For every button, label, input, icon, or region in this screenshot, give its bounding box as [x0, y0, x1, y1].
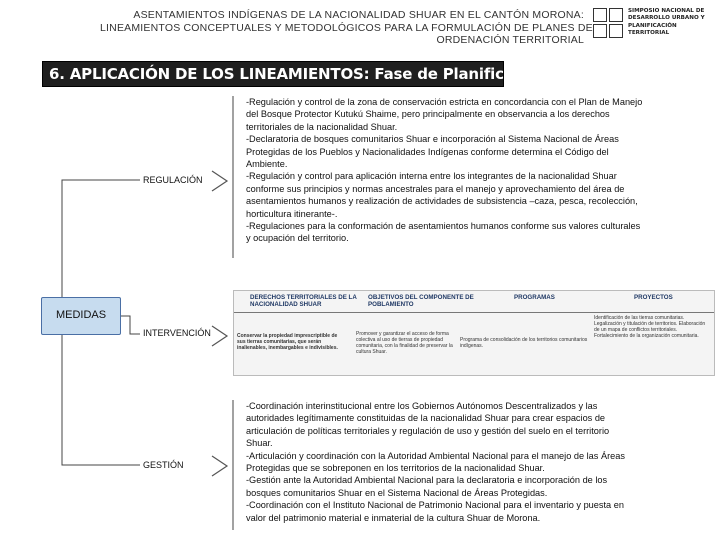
gestion-line: -Gestión ante la Autoridad Ambiental Nacional para la declaratoria e incorporación de los [246, 475, 608, 486]
branch-label-regulacion: REGULACIÓN [143, 175, 203, 185]
regulacion-line: del Bosque Protector Kutukú Shaime, pero principalmente en observancia a los derechos [246, 109, 610, 120]
connector-gestion [62, 335, 140, 465]
chevron-right-icon [212, 171, 227, 191]
gestion-line: valor del patrimonio material e inmaterial de la cultura Shuar de Morona. [246, 512, 541, 523]
header-line-2: LINEAMIENTOS CONCEPTUALES Y METODOLÓGICOS PARA LA FORMULACIÓN DE PLANES DE [100, 21, 593, 34]
logo-text-line-2: DESARROLLO URBANO Y [628, 15, 705, 22]
gestion-line: autoridades legítimamente constituidas de la nacionalidad Shuar para crear espacios de [246, 413, 606, 424]
regulacion-line: y ocupación del territorio. [246, 233, 349, 244]
regulacion-text-block [246, 96, 642, 245]
regulacion-line: -Regulaciones para la conformación de asentamientos humanos conforme sus valores culturales [246, 221, 641, 232]
gestion-text-block [246, 400, 625, 524]
regulacion-line: horticultura itinerante-. [246, 208, 338, 219]
table-header-objetivos: OBJETIVOS DEL COMPONENTE DE POBLAMIENTO [368, 294, 474, 308]
regulacion-line: Ambiente. [246, 159, 288, 170]
branch-label-gestion: GESTIÓN [143, 460, 184, 470]
table-cell-programas: Programa de consolidación de los territorios comunitarios indígenas. [460, 337, 588, 349]
regulacion-line: territoriales de la nacionalidad Shuar. [246, 121, 398, 132]
regulacion-line: -Regulación y control de la zona de conservación estricta en concordancia con el Plan de Manejo [246, 97, 643, 107]
regulacion-line: Protegidas de los Pueblos y Nacionalidades Indígenas conforme determina el Código del [246, 146, 609, 157]
header-line-1: ASENTAMIENTOS INDÍGENAS DE LA NACIONALIDAD SHUAR EN EL CANTÓN MORONA: [133, 9, 584, 21]
slide-title: 6. APLICACIÓN DE LOS LINEAMIENTOS: Fase de Planificación [49, 65, 548, 83]
root-node-medidas [41, 297, 121, 335]
gestion-line: bosques comunitarios Shuar en el Sistema Nacional de Áreas Protegidas. [246, 487, 548, 498]
regulacion-line: -Declaratoria de bosques comunitarios Shuar e incorporación al Sistema Nacional de Áreas [246, 134, 619, 145]
table-cell-proyectos: Identificación de las tierras comunitarias. Legalización y titulación de territorios. Elaboración de un mapa de conflictos territoriales. Fortalecimiento de la organización comunitaria. [594, 315, 706, 339]
chevron-right-icon [212, 456, 227, 476]
gestion-line: -Coordinación con el Instituto Nacional de Patrimonio Nacional para el inventario y puesta en [246, 500, 624, 511]
connector-regulacion [62, 180, 140, 297]
connector-intervencion [121, 316, 140, 334]
table-header-proyectos: PROYECTOS [634, 294, 673, 301]
table-cell-derechos: Conservar la propiedad imprescriptible de sus tierras comunitarias, que serán inalienables, inembargables e indivisibles. [237, 333, 338, 351]
header-line-3: ORDENACIÓN TERRITORIAL [436, 34, 584, 46]
gestion-line: -Coordinación interinstitucional entre los Gobiernos Autónomos Descentralizados y las [246, 401, 598, 411]
table-header-divider [234, 312, 714, 313]
gestion-line: Shuar. [246, 438, 273, 449]
regulacion-line: conforme sus principios y normas ancestrales para el manejo y aprovechamiento del área de [246, 183, 625, 194]
regulacion-line: asentamientos humanos y realización de actividades de subsistencia –caza, pesca, recolección, [246, 196, 638, 207]
branch-label-intervencion: INTERVENCIÓN [143, 328, 211, 338]
logo-text-line-1: SIMPOSIO NACIONAL DE [628, 8, 705, 14]
chevron-right-icon [212, 326, 227, 346]
regulacion-line: -Regulación y control para aplicación interna entre los integrantes de la nacionalidad Shuar [246, 171, 617, 182]
table-header-derechos: DERECHOS TERRITORIALES DE LA NACIONALIDAD SHUAR [250, 294, 357, 308]
gestion-line: -Articulación y coordinación con la Autoridad Ambiental Nacional para el manejo de las Áreas [246, 450, 625, 461]
intervencion-table [233, 290, 715, 376]
logo-text-line-3: PLANIFICACIÓN TERRITORIAL [628, 22, 677, 37]
root-label: MEDIDAS [55, 309, 107, 321]
table-header-programas: PROGRAMAS [514, 294, 555, 301]
gestion-line: Protegidas que se sobreponen en los territorios de la nacionalidad Shuar. [246, 463, 545, 474]
gestion-line: articulación de políticas territoriales y regulación de uso y gestión del suelo en el territorio [246, 425, 610, 436]
table-cell-objetivos: Promover y garantizar el acceso de forma colectiva al uso de tierras de propiedad comunitaria, con la finalidad de preservar la cultura Shuar. [356, 331, 453, 355]
